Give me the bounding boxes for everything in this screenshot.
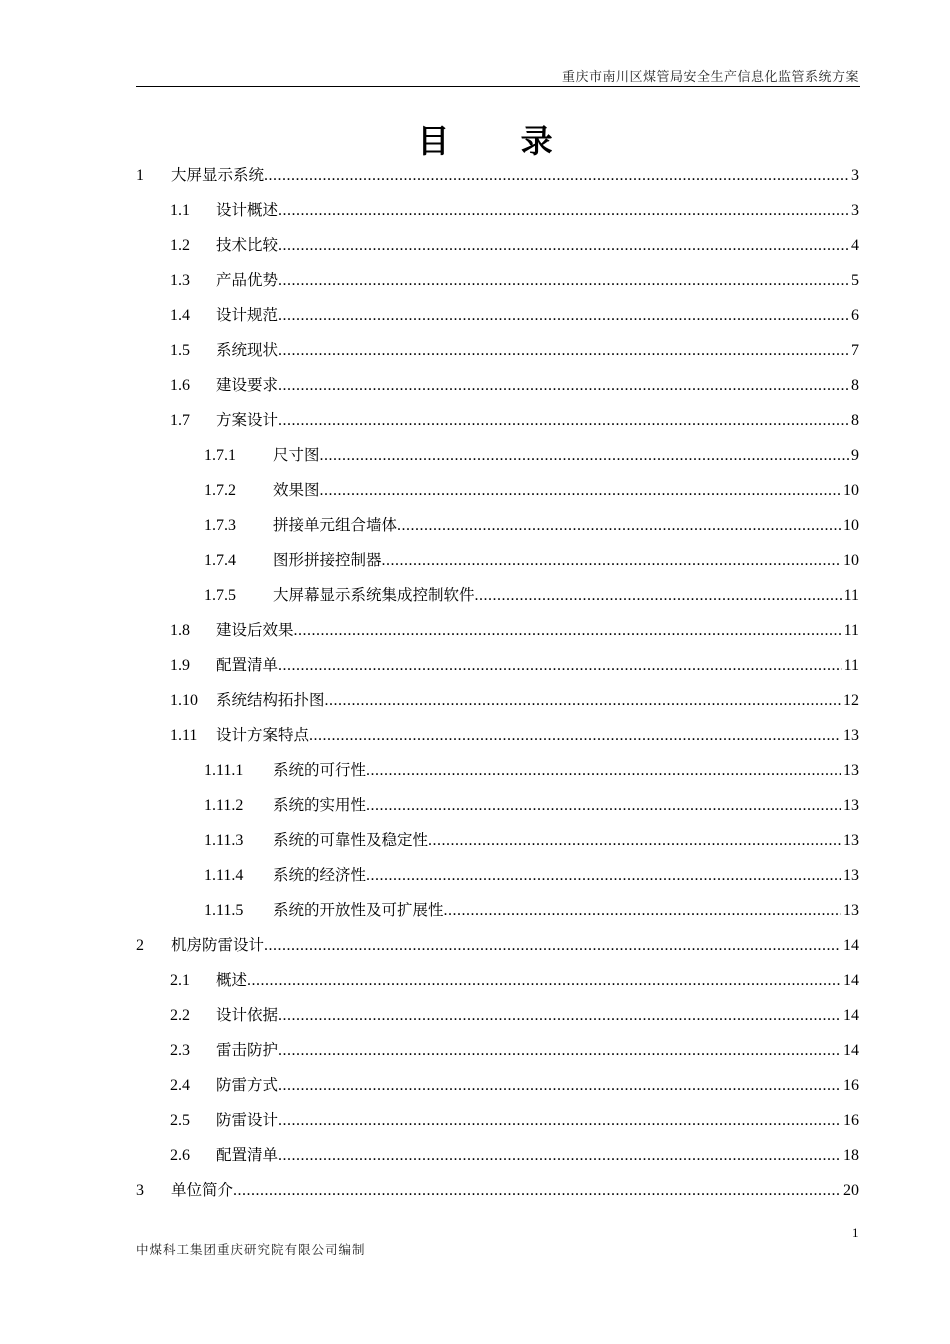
toc-entry[interactable] — [0, 222, 950, 257]
toc-entry-number: 1.1 — [170, 202, 190, 219]
toc-entry-page: 8 — [851, 412, 859, 429]
toc-entry[interactable] — [0, 397, 950, 432]
toc-entry-page: 10 — [843, 482, 859, 499]
toc-entry-label: 系统的开放性及可扩展性 — [273, 901, 444, 919]
toc-entry-number: 2.2 — [170, 1007, 190, 1024]
toc-entry-page: 5 — [851, 272, 859, 289]
toc-entry-label: 建设后效果 — [216, 621, 294, 639]
toc-entry-page: 6 — [851, 307, 859, 324]
toc-entry-page: 13 — [843, 762, 859, 779]
toc-entry-number: 1.11.1 — [204, 762, 244, 779]
toc-entry-page: 14 — [843, 1007, 859, 1024]
toc-entry-number: 1.2 — [170, 237, 190, 254]
toc-entry-page: 9 — [851, 447, 859, 464]
toc-entry[interactable] — [0, 152, 950, 187]
toc-entry-number: 3 — [136, 1182, 144, 1199]
toc-entry[interactable] — [0, 257, 950, 292]
toc-entry-number: 1 — [136, 167, 144, 184]
toc-leader-dots — [309, 727, 841, 745]
toc-leader-dots — [325, 692, 841, 710]
toc-entry[interactable] — [0, 957, 950, 992]
toc-leader-dots — [294, 622, 842, 640]
toc-entry-page: 14 — [843, 1042, 859, 1059]
toc-entry-page: 3 — [851, 202, 859, 219]
toc-entry[interactable] — [0, 1027, 950, 1062]
toc-entry-label: 系统结构拓扑图 — [216, 691, 325, 709]
toc-entry[interactable] — [0, 362, 950, 397]
toc-entry-page: 13 — [843, 867, 859, 884]
toc-entry-label: 防雷设计 — [216, 1111, 279, 1129]
toc-entry-label: 概述 — [216, 971, 248, 989]
toc-entry-label: 拼接单元组合墙体 — [273, 516, 398, 534]
toc-leader-dots — [475, 587, 842, 605]
toc-entry[interactable] — [0, 537, 950, 572]
toc-entry-number: 1.11.5 — [204, 902, 244, 919]
toc-entry[interactable] — [0, 887, 950, 922]
toc-leader-dots — [444, 902, 841, 920]
toc-entry-label: 防雷方式 — [216, 1076, 279, 1094]
toc-entry[interactable] — [0, 572, 950, 607]
toc-entry-number: 1.4 — [170, 307, 190, 324]
toc-leader-dots — [366, 797, 841, 815]
toc-entry-number: 1.11 — [170, 727, 198, 744]
toc-leader-dots — [264, 937, 841, 955]
toc-leader-dots — [366, 867, 841, 885]
toc-leader-dots — [278, 1007, 841, 1025]
toc-entry-label: 配置清单 — [216, 1146, 279, 1164]
toc-leader-dots — [366, 762, 841, 780]
toc-entry-label: 设计规范 — [216, 306, 279, 324]
toc-entry-page: 4 — [851, 237, 859, 254]
toc-entry-page: 11 — [843, 622, 859, 639]
toc-entry[interactable] — [0, 992, 950, 1027]
toc-leader-dots — [278, 377, 849, 395]
toc-entry-label: 尺寸图 — [273, 446, 320, 464]
toc-entry-number: 1.11.4 — [204, 867, 244, 884]
toc-entry-number: 1.7.5 — [204, 587, 236, 604]
toc-entry[interactable] — [0, 187, 950, 222]
toc-leader-dots — [247, 972, 841, 990]
toc-entry-page: 11 — [843, 587, 859, 604]
toc-entry-page: 10 — [843, 517, 859, 534]
toc-entry-label: 大屏显示系统 — [171, 166, 265, 184]
toc-leader-dots — [278, 1147, 841, 1165]
toc-entry-number: 1.6 — [170, 377, 190, 394]
toc-entry-label: 设计方案特点 — [216, 726, 310, 744]
toc-entry-label: 设计概述 — [216, 201, 279, 219]
toc-entry-label: 系统的实用性 — [273, 796, 367, 814]
toc-leader-dots — [278, 1042, 841, 1060]
toc-entry-label: 方案设计 — [216, 411, 279, 429]
toc-entry-label: 系统现状 — [216, 341, 279, 359]
toc-entry[interactable] — [0, 1062, 950, 1097]
toc-leader-dots — [320, 482, 841, 500]
toc-entry-page: 11 — [843, 657, 859, 674]
toc-entry-page: 13 — [843, 902, 859, 919]
toc-entry-number: 1.11.3 — [204, 832, 244, 849]
toc-entry-number: 2.6 — [170, 1147, 190, 1164]
toc-entry[interactable] — [0, 642, 950, 677]
toc-entry-label: 技术比较 — [216, 236, 279, 254]
toc-leader-dots — [278, 412, 849, 430]
toc-entry[interactable] — [0, 467, 950, 502]
toc-entry[interactable] — [0, 327, 950, 362]
toc-entry-label: 大屏幕显示系统集成控制软件 — [273, 586, 475, 604]
toc-entry-page: 13 — [843, 832, 859, 849]
toc-entry-number: 2 — [136, 937, 144, 954]
toc-leader-dots — [233, 1182, 841, 1200]
toc-entry-number: 2.1 — [170, 972, 190, 989]
toc-entry-page: 20 — [843, 1182, 859, 1199]
toc-leader-dots — [382, 552, 841, 570]
toc-entry-page: 10 — [843, 552, 859, 569]
toc-entry[interactable] — [0, 817, 950, 852]
toc-entry-label: 系统的可行性 — [273, 761, 367, 779]
toc-leader-dots — [278, 1077, 841, 1095]
header-title: 重庆市南川区煤管局安全生产信息化监管系统方案 — [561, 70, 859, 85]
toc-entry-label: 图形拼接控制器 — [273, 551, 382, 569]
toc-leader-dots — [278, 307, 849, 325]
toc-entry-number: 1.7.3 — [204, 517, 236, 534]
toc-entry[interactable] — [0, 502, 950, 537]
toc-entry-number: 1.9 — [170, 657, 190, 674]
toc-entry-label: 设计依据 — [216, 1006, 279, 1024]
toc-entry[interactable] — [0, 922, 950, 957]
toc-leader-dots — [278, 202, 849, 220]
toc-entry-number: 1.3 — [170, 272, 190, 289]
toc-entry-page: 8 — [851, 377, 859, 394]
toc-leader-dots — [264, 167, 849, 185]
toc-entry-label: 单位简介 — [171, 1181, 234, 1199]
toc-entry-label: 产品优势 — [216, 271, 279, 289]
toc-entry-number: 2.3 — [170, 1042, 190, 1059]
toc-leader-dots — [278, 272, 849, 290]
toc-leader-dots — [320, 447, 849, 465]
toc-entry[interactable] — [0, 677, 950, 712]
toc-entry-label: 效果图 — [273, 481, 320, 499]
toc-entry-page: 16 — [843, 1112, 859, 1129]
toc-entry-label: 建设要求 — [216, 376, 279, 394]
toc-entry[interactable] — [0, 1132, 950, 1167]
toc-entry-number: 1.7 — [170, 412, 190, 429]
toc-entry-page: 14 — [843, 972, 859, 989]
toc-entry[interactable] — [0, 852, 950, 887]
toc-entry[interactable] — [0, 712, 950, 747]
toc-entry-page: 7 — [851, 342, 859, 359]
toc-entry-number: 1.10 — [170, 692, 198, 709]
toc-entry-number: 1.8 — [170, 622, 190, 639]
toc-entry-page: 12 — [843, 692, 859, 709]
toc-entry-label: 雷击防护 — [216, 1041, 279, 1059]
toc-leader-dots — [278, 657, 842, 675]
toc-entry-number: 1.5 — [170, 342, 190, 359]
toc-title: 目 录 — [417, 122, 583, 160]
toc-entry[interactable] — [0, 292, 950, 327]
toc-entry-number: 1.7.4 — [204, 552, 236, 569]
toc-entry-number: 2.5 — [170, 1112, 190, 1129]
footer-text: 中煤科工集团重庆研究院有限公司编制 — [136, 1242, 366, 1257]
toc-entry[interactable] — [0, 782, 950, 817]
toc-entry-page: 13 — [843, 797, 859, 814]
toc-leader-dots — [397, 517, 841, 535]
toc-entry-page: 14 — [843, 937, 859, 954]
toc-entry-label: 配置清单 — [216, 656, 279, 674]
toc-entry[interactable] — [0, 1167, 950, 1202]
header-divider — [136, 86, 860, 87]
toc-entry-page: 13 — [843, 727, 859, 744]
toc-entry-page: 3 — [851, 167, 859, 184]
toc-entry-number: 1.11.2 — [204, 797, 244, 814]
toc-entry-number: 1.7.1 — [204, 447, 236, 464]
toc-entry[interactable] — [0, 747, 950, 782]
toc-leader-dots — [278, 237, 849, 255]
toc-entry[interactable] — [0, 1097, 950, 1132]
toc-leader-dots — [428, 832, 841, 850]
toc-entry-number: 2.4 — [170, 1077, 190, 1094]
toc-entry[interactable] — [0, 432, 950, 467]
toc-entry-page: 16 — [843, 1077, 859, 1094]
toc-entry-label: 机房防雷设计 — [171, 936, 265, 954]
toc-entry-label: 系统的经济性 — [273, 866, 367, 884]
toc-entry[interactable] — [0, 607, 950, 642]
toc-entry-number: 1.7.2 — [204, 482, 236, 499]
footer-page-number: 1 — [852, 1225, 859, 1240]
toc-leader-dots — [278, 1112, 841, 1130]
toc-leader-dots — [278, 342, 849, 360]
toc-entry-page: 18 — [843, 1147, 859, 1164]
toc-entry-label: 系统的可靠性及稳定性 — [273, 831, 429, 849]
